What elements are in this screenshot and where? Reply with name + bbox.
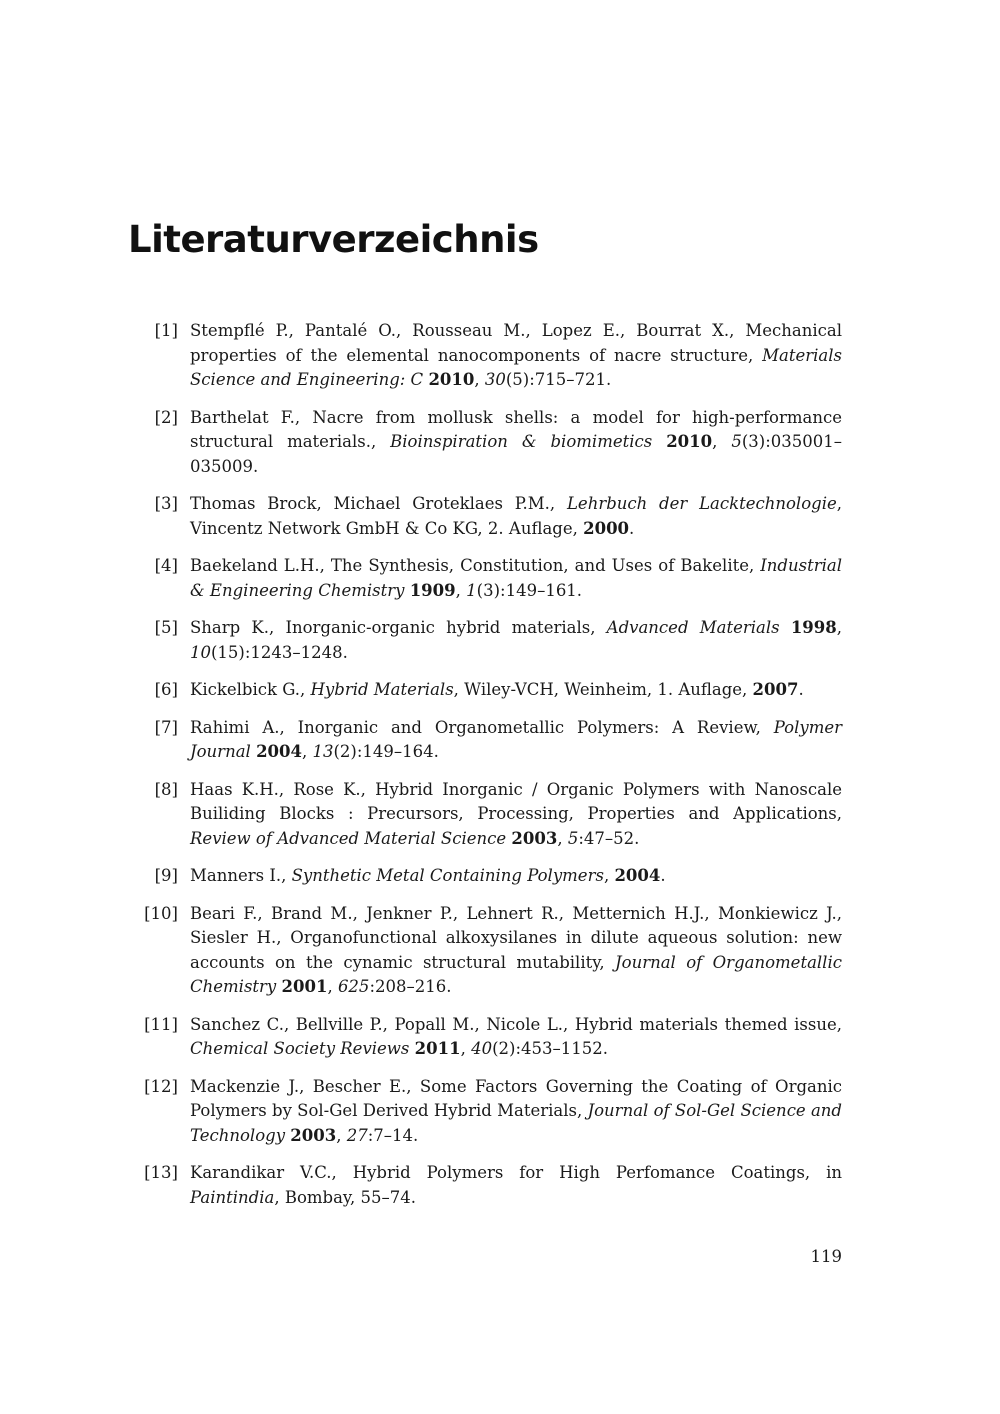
reference-entry bbox=[128, 1161, 842, 1210]
reference-segment: , bbox=[302, 742, 313, 761]
page-number: 119 bbox=[810, 1247, 842, 1266]
reference-number: [3] bbox=[154, 494, 178, 513]
reference-segment: (5):715–721. bbox=[505, 370, 612, 389]
reference-text bbox=[178, 1161, 842, 1210]
reference-segment bbox=[652, 432, 666, 451]
reference-segment: , Bombay, 55–74. bbox=[274, 1187, 417, 1207]
reference-number: [10] bbox=[144, 903, 178, 923]
reference-text bbox=[178, 1013, 842, 1062]
reference-number: [4] bbox=[154, 556, 178, 575]
reference-text bbox=[178, 716, 842, 765]
reference-italic: Paintindia bbox=[190, 1187, 275, 1207]
reference-entry bbox=[128, 716, 842, 765]
reference-segment: Sharp K., Inorganic-organic hybrid materials, bbox=[190, 618, 607, 637]
reference-italic: 40 bbox=[471, 1039, 493, 1058]
reference-segment: Barthelat F., Nacre from mollusk shells: a model for high-performance structural materials., bbox=[190, 407, 842, 451]
reference-segment: , Vincentz Network GmbH & Co KG, 2. Auflage, bbox=[190, 494, 842, 538]
reference-text bbox=[178, 616, 842, 665]
reference-italic: Review of Advanced Material Science bbox=[190, 828, 507, 848]
reference-number: [7] bbox=[154, 717, 178, 737]
reference-number: [5] bbox=[154, 618, 178, 637]
reference-entry bbox=[128, 778, 842, 852]
reference-segment: (3):035001–035009. bbox=[190, 432, 843, 476]
reference-segment: Beari F., Brand M., Jenkner P., Lehnert R., Metternich H.J., Monkiewicz J., Siesler H., Organofunctional alkoxysilanes in dilute aqueous solution: new accounts on the cynamic structural mutability, bbox=[190, 903, 842, 972]
reference-year: 2001 bbox=[281, 977, 328, 996]
reference-number: [8] bbox=[154, 779, 178, 799]
reference-entry bbox=[128, 1013, 842, 1062]
reference-entry bbox=[128, 319, 842, 393]
reference-segment: , bbox=[327, 977, 338, 996]
reference-segment: , bbox=[455, 580, 467, 600]
reference-text bbox=[178, 1075, 842, 1149]
reference-text bbox=[178, 778, 842, 852]
reference-segment: Manners I., bbox=[190, 866, 292, 885]
reference-segment: :47–52. bbox=[578, 828, 640, 848]
reference-segment: . bbox=[660, 866, 666, 885]
reference-segment: :7–14. bbox=[367, 1125, 419, 1145]
reference-segment: , bbox=[557, 828, 568, 848]
reference-text bbox=[178, 492, 842, 541]
reference-segment: , bbox=[836, 618, 842, 637]
reference-segment: . bbox=[798, 680, 804, 699]
reference-italic: 5 bbox=[731, 432, 742, 451]
reference-italic: 30 bbox=[484, 370, 506, 389]
reference-italic: Journal of Sol-Gel Science and Technology bbox=[190, 1101, 842, 1145]
reference-italic: 5 bbox=[567, 828, 579, 848]
reference-italic: Materials Science and Engineering: C bbox=[190, 345, 842, 389]
reference-segment: , bbox=[460, 1039, 472, 1058]
reference-text bbox=[178, 864, 842, 889]
reference-list bbox=[128, 319, 842, 1223]
reference-text bbox=[178, 406, 842, 480]
reference-number: [11] bbox=[144, 1014, 178, 1034]
reference-year: 2007 bbox=[752, 680, 799, 699]
reference-segment: Sanchez C., Bellville P., Popall M., Nicole L., Hybrid materials themed issue, bbox=[190, 1014, 842, 1034]
reference-segment: (15):1243–1248. bbox=[211, 642, 348, 662]
reference-year: 2003 bbox=[511, 828, 558, 848]
reference-italic: Advanced Materials bbox=[606, 618, 780, 637]
reference-segment: Baekeland L.H., The Synthesis, Constitution, and Uses of Bakelite, bbox=[190, 556, 761, 575]
reference-number: [9] bbox=[154, 866, 178, 885]
reference-segment bbox=[780, 618, 791, 637]
reference-italic: Hybrid Materials bbox=[310, 680, 454, 699]
reference-segment: , bbox=[712, 432, 732, 451]
reference-text bbox=[178, 902, 842, 1000]
reference-year: 2004 bbox=[614, 866, 661, 885]
reference-italic: Synthetic Metal Containing Polymers bbox=[291, 866, 604, 885]
reference-text bbox=[178, 319, 842, 393]
reference-italic: Lehrbuch der Lacktechnologie bbox=[566, 494, 837, 513]
reference-year: 2004 bbox=[256, 742, 302, 761]
reference-entry bbox=[128, 492, 842, 541]
reference-segment: Haas K.H., Rose K., Hybrid Inorganic / Organic Polymers with Nanoscale Builiding Blocks : Precursors, Processing, Properties and Applications, bbox=[190, 779, 842, 823]
reference-italic: 10 bbox=[190, 642, 211, 662]
reference-entry bbox=[128, 406, 842, 480]
reference-year: 2010 bbox=[666, 432, 713, 451]
reference-segment: (2):453–1152. bbox=[492, 1039, 609, 1058]
reference-segment: Mackenzie J., Bescher E., Some Factors Governing the Coating of Organic Polymers by Sol-Gel Derived Hybrid Materials, bbox=[190, 1076, 842, 1120]
reference-entry bbox=[128, 864, 842, 889]
reference-year: 2003 bbox=[290, 1125, 337, 1145]
reference-segment: , bbox=[474, 370, 485, 389]
reference-segment: (2):149–164. bbox=[333, 742, 439, 761]
reference-text bbox=[178, 554, 842, 603]
reference-segment: Stempflé P., Pantalé O., Rousseau M., Lopez E., Bourrat X., Mechanical properties of the elemental nanocomponents of nacre structure, bbox=[190, 321, 842, 365]
reference-year: 1998 bbox=[790, 618, 837, 637]
reference-year: 1909 bbox=[409, 580, 456, 600]
reference-segment: , bbox=[336, 1125, 347, 1145]
reference-segment: . bbox=[629, 518, 635, 538]
reference-entry bbox=[128, 616, 842, 665]
reference-italic: 13 bbox=[312, 742, 334, 761]
reference-italic: 27 bbox=[346, 1125, 368, 1145]
reference-year: 2011 bbox=[414, 1039, 461, 1058]
reference-year: 2010 bbox=[428, 370, 475, 389]
reference-italic: 625 bbox=[337, 977, 370, 996]
reference-number: [13] bbox=[144, 1163, 178, 1182]
reference-number: [2] bbox=[154, 407, 178, 427]
reference-italic: Journal of Organometallic Chemistry bbox=[190, 952, 842, 996]
reference-segment: Thomas Brock, Michael Groteklaes P.M., bbox=[190, 494, 567, 513]
reference-italic: 1 bbox=[466, 580, 477, 600]
reference-segment: Karandikar V.C., Hybrid Polymers for High Perfomance Coatings, in bbox=[190, 1163, 842, 1182]
reference-entry bbox=[128, 678, 842, 703]
reference-year: 2000 bbox=[583, 518, 630, 538]
reference-segment: :208–216. bbox=[369, 977, 452, 996]
reference-segment: , bbox=[603, 866, 615, 885]
reference-entry bbox=[128, 1075, 842, 1149]
reference-segment: , Wiley-VCH, Weinheim, 1. Auflage, bbox=[453, 680, 753, 699]
reference-segment: Rahimi A., Inorganic and Organometallic Polymers: A Review, bbox=[190, 717, 774, 737]
reference-segment: Kickelbick G., bbox=[190, 680, 311, 699]
reference-italic: Chemical Society Reviews bbox=[190, 1039, 410, 1058]
chapter-title: Literaturverzeichnis bbox=[128, 218, 539, 261]
reference-number: [1] bbox=[154, 321, 178, 340]
reference-number: [6] bbox=[154, 680, 178, 699]
reference-italic: Industrial & Engineering Chemistry bbox=[190, 556, 842, 600]
reference-segment: (3):149–161. bbox=[476, 580, 583, 600]
reference-entry bbox=[128, 902, 842, 1000]
reference-italic: Polymer Journal bbox=[190, 717, 842, 761]
reference-number: [12] bbox=[144, 1076, 178, 1096]
reference-entry bbox=[128, 554, 842, 603]
reference-text bbox=[178, 678, 842, 703]
reference-italic: Bioinspiration & biomimetics bbox=[390, 432, 653, 451]
